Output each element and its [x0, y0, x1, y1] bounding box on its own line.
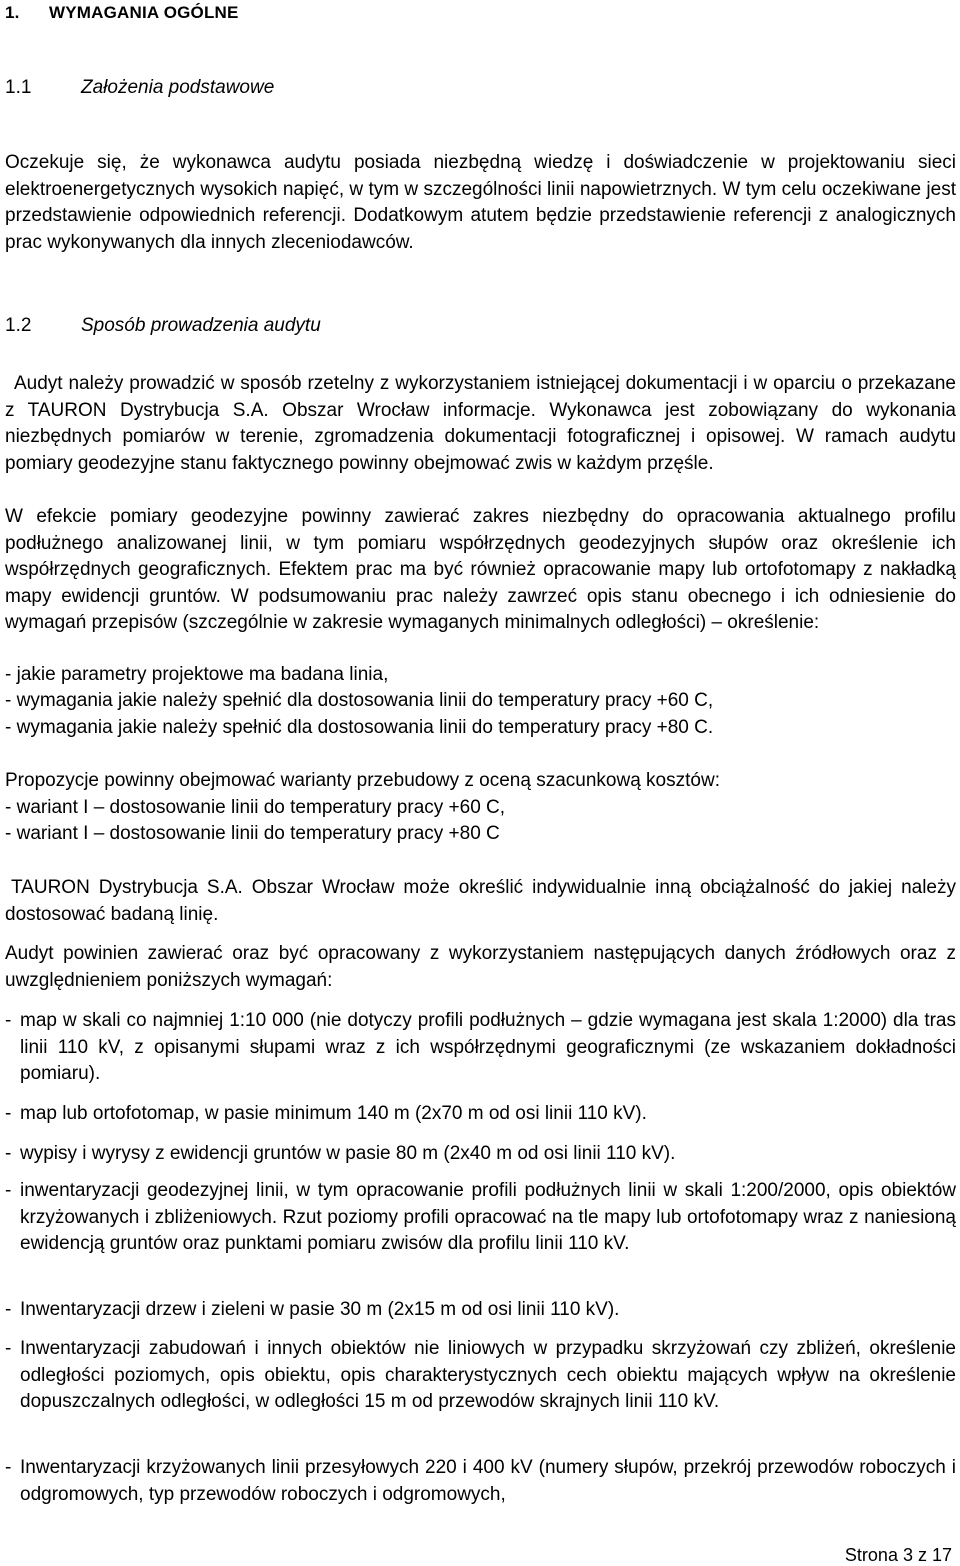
requirement-item: - map lub ortofotomap, w pasie minimum 140 m (2x70 m od osi linii 110 kV).	[5, 1101, 956, 1128]
requirement-item: - map w skali co najmniej 1:10 000 (nie dotyczy profili podłużnych – gdzie wymagana jest skala 1:2000) dla tras linii 110 kV, z opisanymi słupami wraz z ich współrzędnymi geograficznymi (ze wskazaniem dokładności pomiaru).	[5, 1008, 956, 1088]
proposals-intro: Propozycje powinny obejmować warianty przebudowy z oceną szacunkową kosztów:	[5, 770, 720, 791]
section-1-2-paragraph-3: TAURON Dystrybucja S.A. Obszar Wrocław może określić indywidualnie inną obciążalność do jakiej należy dostosować badaną linię.	[5, 877, 956, 925]
requirement-item: - wypisy i wyrysy z ewidencji gruntów w pasie 80 m (2x40 m od osi linii 110 kV).	[5, 1141, 956, 1168]
requirement-item: - Inwentaryzacji drzew i zieleni w pasie 30 m (2x15 m od osi linii 110 kV).	[5, 1297, 956, 1324]
section-1-2-number: 1.2	[5, 315, 32, 336]
requirement-text: Inwentaryzacji krzyżowanych linii przesyłowych 220 i 400 kV (numery słupów, przekrój przewodów roboczych i odgromowych, typ przewodów roboczych i odgromowych,	[20, 1457, 956, 1505]
page-number: Strona 3 z 17	[844, 1545, 952, 1565]
section-1-1-title: Założenia podstawowe	[81, 77, 275, 98]
heading-1	[5, 3, 239, 23]
requirement-text: Inwentaryzacji zabudowań i innych obiektów nie liniowych w przypadku skrzyżowań czy zbliżeń, określenie odległości poziomych, opis obiektu, opis charakterystycznych cech obiektu mających wpływ na określenie dopuszczalnych odległości, w odległości 15 m od przewodów skrajnych linii 110 kV.	[20, 1338, 956, 1412]
section-1-1-paragraph: Oczekuje się, że wykonawca audytu posiada niezbędną wiedzę i doświadczenie w projektowaniu sieci elektroenergetycznych wysokich napięć, w tym w szczególności linii napowietrznych. W tym celu oczekiwane jest przedstawienie odpowiednich referencji. Dodatkowym atutem będzie przedstawienie referencji z analogicznych prac wykonywanych dla innych zleceniodawców.	[5, 152, 956, 253]
section-1-2-title: Sposób prowadzenia audytu	[81, 315, 321, 336]
list-item: - wariant I – dostosowanie linii do temperatury pracy +60 C,	[5, 797, 506, 818]
requirement-text: wypisy i wyrysy z ewidencji gruntów w pasie 80 m (2x40 m od osi linii 110 kV).	[20, 1143, 676, 1164]
requirement-item: - Inwentaryzacji zabudowań i innych obiektów nie liniowych w przypadku skrzyżowań czy zbliżeń, określenie odległości poziomych, opis obiektu, opis charakterystycznych cech obiektu mających wpływ na określenie dopuszczalnych odległości, w odległości 15 m od przewodów skrajnych linii 110 kV.	[5, 1336, 956, 1416]
section-1-2-paragraph-4: Audyt powinien zawierać oraz być opracowany z wykorzystaniem następujących danych źródłowych oraz z uwzględnieniem poniższych wymagań:	[5, 943, 956, 991]
section-1-2-heading	[5, 315, 321, 337]
section-1-1-number: 1.1	[5, 77, 32, 98]
section-1-2-paragraph-2: W efekcie pomiary geodezyjne powinny zawierać zakres niezbędny do opracowania aktualnego profilu podłużnego analizowanej linii, w tym pomiaru współrzędnych geodezyjnych słupów oraz określenie ich współrzędnych geograficznych. Efektem prac ma być również opracowanie mapy lub ortofotomapy z nakładką mapy ewidencji gruntów. W podsumowaniu prac należy zawrzeć opis stanu obecnego i ich odniesienie do wymagań przepisów (szczególnie w zakresie wymaganych minimalnych odległości) – określenie:	[5, 506, 956, 633]
list-item: - wymagania jakie należy spełnić dla dostosowania linii do temperatury pracy +60 C,	[5, 690, 714, 711]
section-1-1-heading	[5, 77, 274, 99]
requirement-text: map w skali co najmniej 1:10 000 (nie dotyczy profili podłużnych – gdzie wymagana jest skala 1:2000) dla tras linii 110 kV, z opisanymi słupami wraz z ich współrzędnymi geograficznymi (ze wskazaniem dokładności pomiaru).	[20, 1010, 956, 1084]
requirement-item: - Inwentaryzacji krzyżowanych linii przesyłowych 220 i 400 kV (numery słupów, przekrój przewodów roboczych i odgromowych, typ przewodów roboczych i odgromowych,	[5, 1455, 956, 1508]
list-item: - jakie parametry projektowe ma badana linia,	[5, 664, 389, 685]
requirement-text: inwentaryzacji geodezyjnej linii, w tym opracowanie profili podłużnych linii w skali 1:200/2000, opis obiektów krzyżowanych i zbliżeniowych. Rzut poziomy profili opracować na tle mapy lub ortofotomapy wraz z naniesioną ewidencją gruntów oraz punktami pomiaru zwisów dla profilu linii 110 kV.	[20, 1180, 956, 1254]
list-item: - wariant I – dostosowanie linii do temperatury pracy +80 C	[5, 823, 500, 844]
requirement-text: Inwentaryzacji drzew i zieleni w pasie 30 m (2x15 m od osi linii 110 kV).	[20, 1299, 620, 1320]
heading-1-title: WYMAGANIA OGÓLNE	[49, 3, 239, 22]
requirement-item: - inwentaryzacji geodezyjnej linii, w tym opracowanie profili podłużnych linii w skali 1:200/2000, opis obiektów krzyżowanych i zbliżeniowych. Rzut poziomy profili opracować na tle mapy lub ortofotomapy wraz z naniesioną ewidencją gruntów oraz punktami pomiaru zwisów dla profilu linii 110 kV.	[5, 1178, 956, 1258]
heading-1-number: 1.	[5, 3, 20, 22]
list-item: - wymagania jakie należy spełnić dla dostosowania linii do temperatury pracy +80 C.	[5, 717, 714, 738]
section-1-2-paragraph-1: Audyt należy prowadzić w sposób rzetelny z wykorzystaniem istniejącej dokumentacji i w oparciu o przekazane z TAURON Dystrybucja S.A. Obszar Wrocław informacje. Wykonawca jest zobowiązany do wykonania niezbędnych pomiarów w terenie, zgromadzenia dokumentacji fotograficznej i opisowej. W ramach audytu pomiary geodezyjne stanu faktycznego powinny obejmować zwis w każdym przęśle.	[5, 373, 956, 474]
requirement-text: map lub ortofotomap, w pasie minimum 140 m (2x70 m od osi linii 110 kV).	[20, 1103, 647, 1124]
